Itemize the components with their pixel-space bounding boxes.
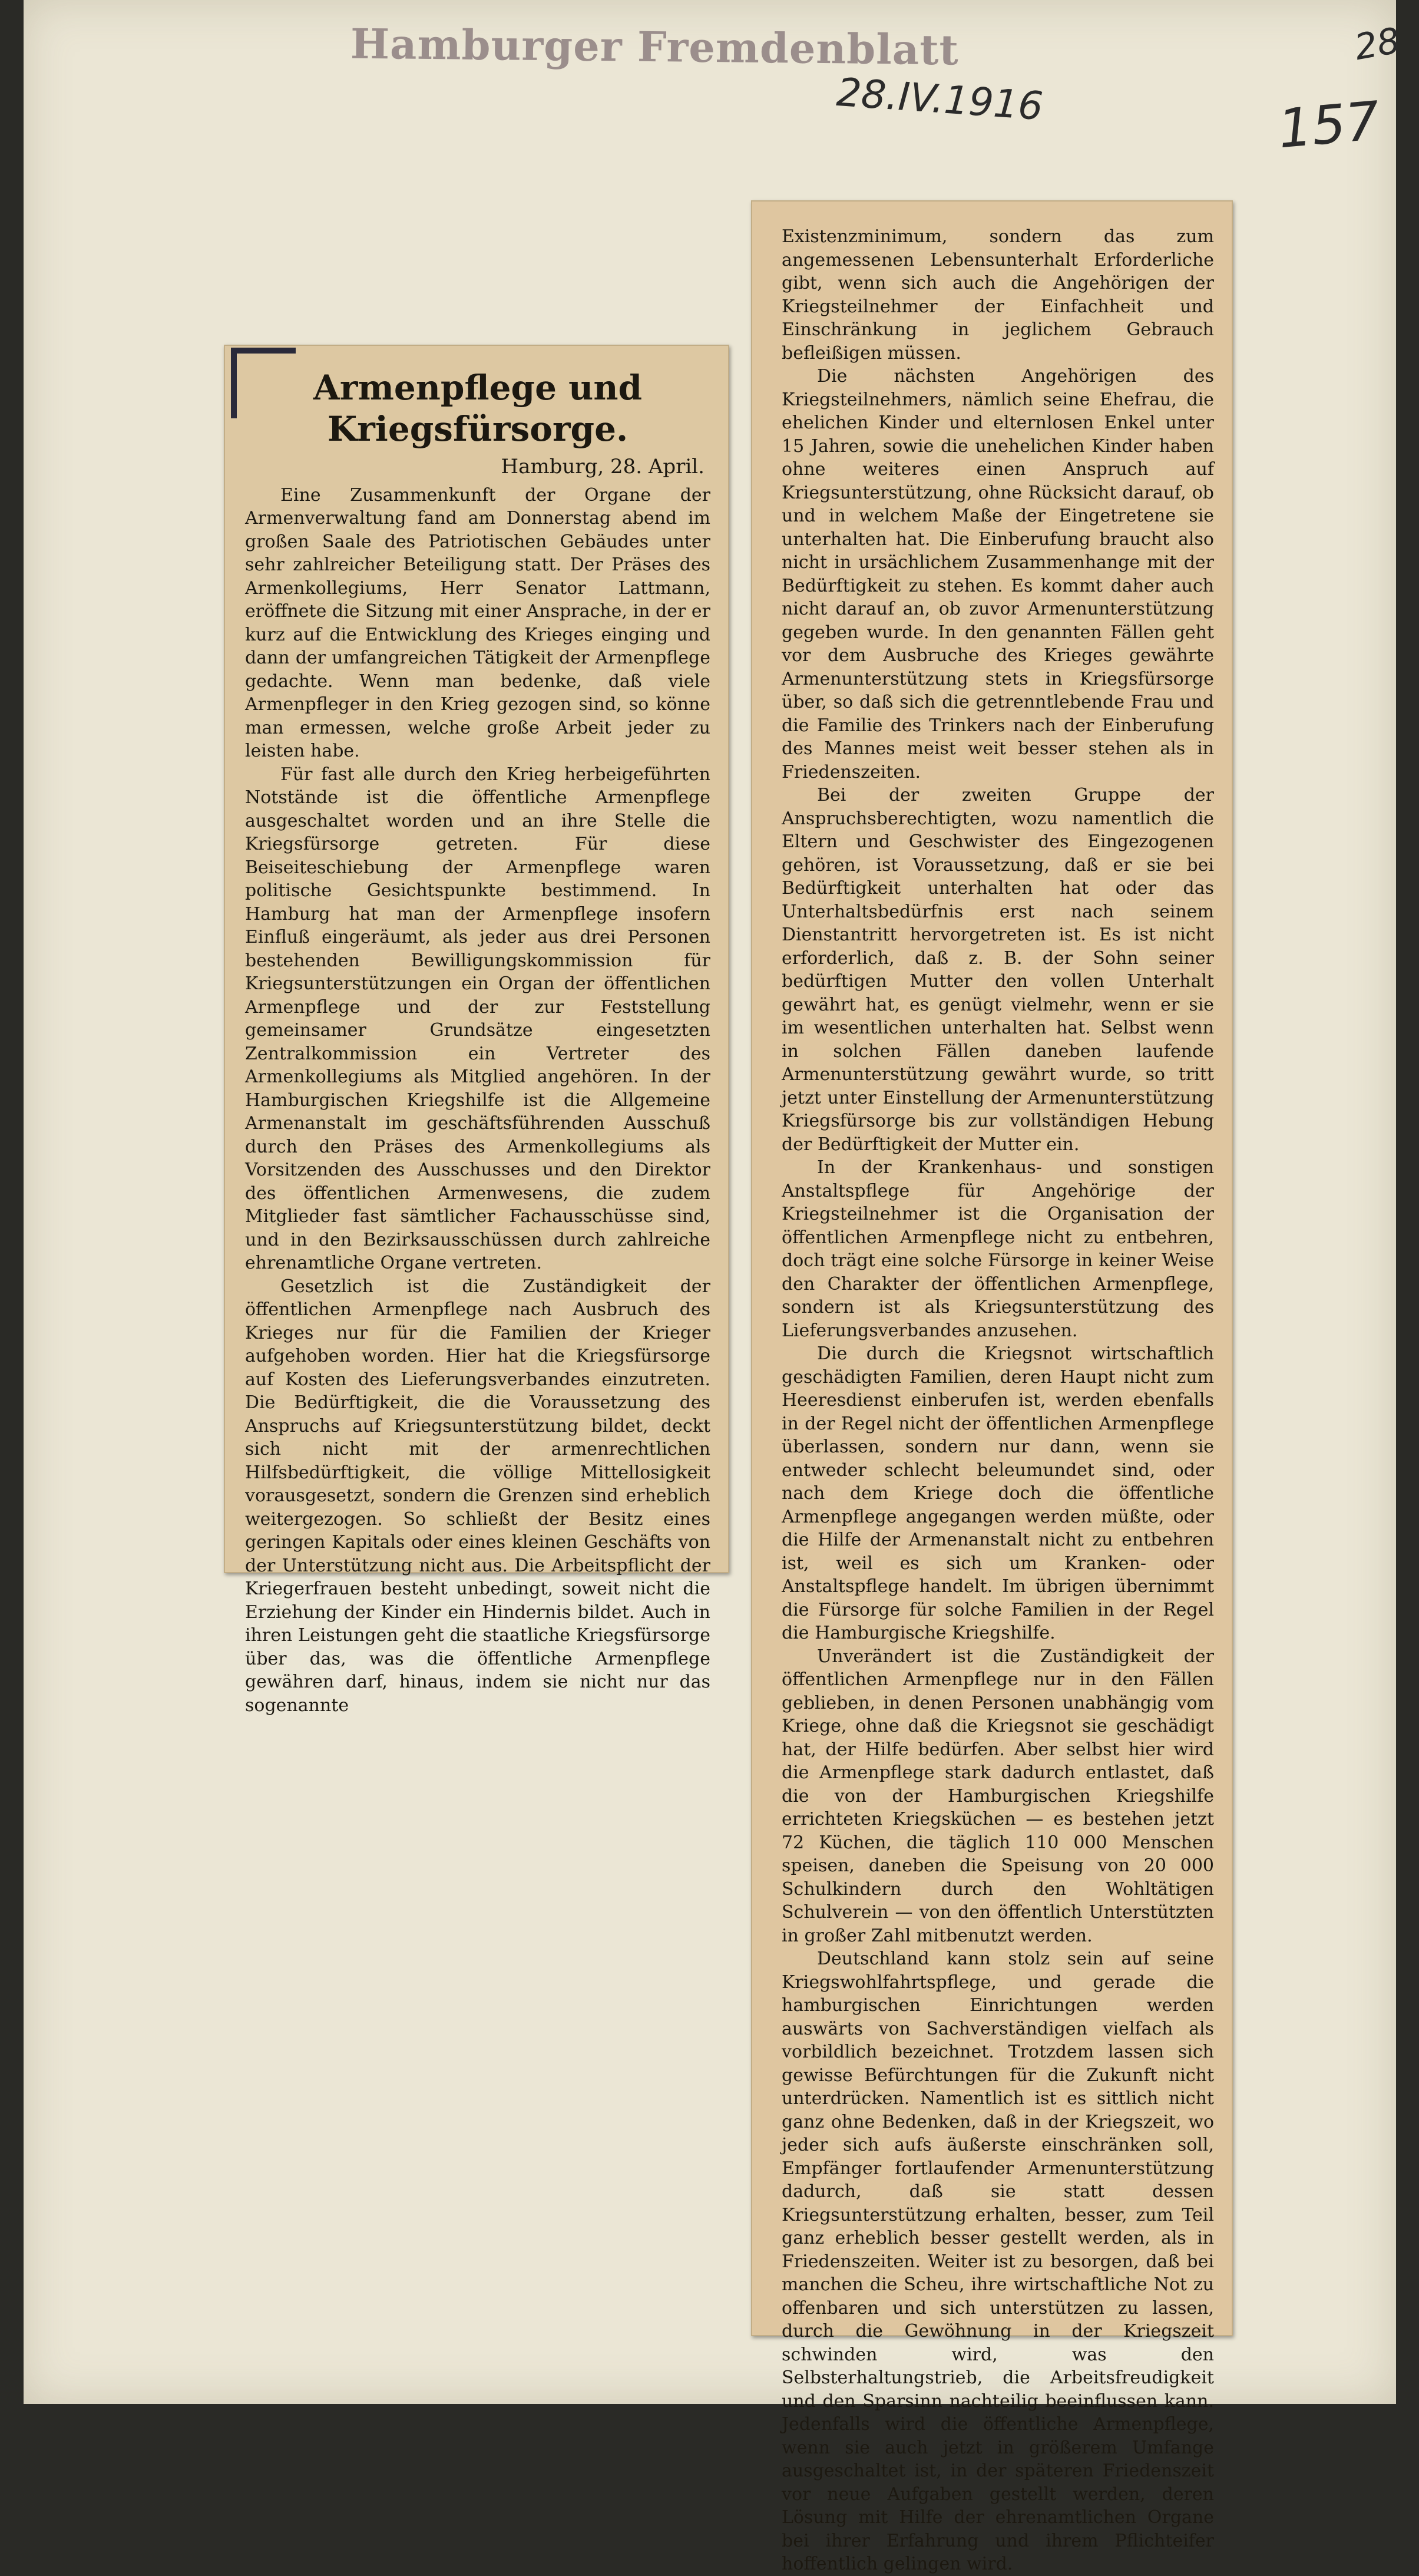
paragraph: Deutschland kann stolz sein auf seine Kriegswohlfahrtspflege, und gerade die hamburgischen Einrichtungen werden auswärts von Sachverständigen vielfach als vorbildlich bezeichnet. Trotzdem lassen sich gewisse Befürchtungen für die Zukunft nicht unterdrücken. Namentlich ist es sittlich nicht ganz ohne Bedenken, daß in der Kriegszeit, wo jeder sich aufs äußerste einschränken soll, Empfänger fortlaufender Armenunterstützung dadurch, daß sie statt dessen Kriegsunterstützung erhalten, besser, zum Teil ganz erheblich besser gestellt werden, als in Friedenszeiten. Weiter ist zu besorgen, daß bei manchen die Scheu, ihre wirtschaftliche Not zu offenbaren und sich unterstützen zu lassen, durch die Gewöhnung in der Kriegszeit schwinden wird, was den Selbsterhaltungstrieb, die Arbeitsfreudigkeit und den Sparsinn nachteilig beeinflussen kann. Jedenfalls wird die öffentliche Armenpflege, wenn sie auch jetzt in größerem Umfange ausgeschaltet ist, in der späteren Friedenszeit vor neue Aufgaben gestellt werden, deren Lösung mit Hilfe der ehrenamtlichen Organe bei ihrer Erfahrung und ihrem Pflichteifer hoffentlich gelingen wird. [782,1948,1214,2574]
paragraph: Gesetzlich ist die Zuständigkeit der öffentlichen Armenpflege nach Ausbruch des Krieges nur für die Familien der Krieger aufgehoben worden. Hier hat die Kriegsfürsorge auf Kosten des Lieferungsverbandes einzutreten. Die Bedürftigkeit, die die Voraussetzung des Anspruchs auf Kriegsunterstützung bildet, deckt sich nicht mit der armenrechtlichen Hilfsbedürftigkeit, die völlige Mittellosigkeit vorausgesetzt, sondern die Grenzen sind erheblich weitergezogen. So schließt der Besitz eines geringen Kapitals oder eines kleinen Geschäfts von der Unterstützung nicht aus. Die Arbeitspflicht der Kriegerfrauen besteht unbedingt, soweit nicht die Erziehung der Kinder ein Hindernis bildet. Auch in ihren Leistungen geht die staatliche Kriegsfürsorge über das, was die öffentliche Armenpflege gewähren darf, hinaus, indem sie nicht nur das sogenannte [245,1276,710,1716]
paragraph: Die durch die Kriegsnot wirtschaftlich geschädigten Familien, deren Haupt nicht zum Heeresdienst einberufen ist, werden ebenfalls in der Regel nicht der öffentlichen Armenpflege überlassen, sondern nur dann, wenn sie entweder schlecht beleumundet sind, oder nach dem Kriege doch die öffentliche Armenpflege angegangen werden müßte, oder die Hilfe der Armenanstalt nicht zu entbehren ist, weil es sich um Kranken- oder Anstaltspflege handelt. Im übrigen übernimmt die Fürsorge für solche Familien in der Regel die Hamburgische Kriegshilfe. [782,1343,1214,1643]
paragraph: Existenzminimum, sondern das zum angemessenen Lebensunterhalt Erforderliche gibt, wenn sich auch die Angehörigen der Kriegsteilnehmer der Einfachheit und Einschränkung in jeglichem Gebrauch befleißigen müssen. [782,226,1214,364]
clipping-right-column [751,200,1233,2574]
masthead-stamp: Hamburger Fremdenblatt [350,19,960,75]
handwritten-number: 157 [1275,90,1382,161]
paragraph: Die nächsten Angehörigen des Kriegsteilnehmers, nämlich seine Ehefrau, die ehelichen Kinder und elternlosen Enkel unter 15 Jahren, sowie die unehelichen Kinder haben ohne weiteres einen Anspruch auf Kriegsunterstützung, ohne Rücksicht darauf, ob und in welchem Maße der Eingetretene sie unterhalten hat. Die Einberufung braucht also nicht in ursächlichem Zusammenhange mit der Bedürftigkeit zu stehen. Es kommt daher auch nicht darauf an, ob zuvor Armenunterstützung gegeben wurde. In den genannten Fällen geht vor dem Ausbruche des Krieges gewährte Armenunterstützung stets in Kriegsfürsorge über, so daß sich die getrenntlebende Frau und die Familie des Trinkers nach der Einberufung des Mannes meist weit besser stehen als in Friedenszeiten. [782,366,1214,782]
clipping-left-column [224,345,729,1716]
paragraph: Für fast alle durch den Krieg herbeigeführten Notstände ist die öffentliche Armenpflege ausgeschaltet worden und an ihre Stelle die Kriegsfürsorge getreten. Für diese Beiseiteschiebung der Armenpflege waren politische Gesichtspunkte bestimmend. In Hamburg hat man der Armenpflege insofern Einfluß eingeräumt, als jeder aus drei Personen bestehenden Bewilligungskommission für Kriegsunterstützungen ein Organ der öffentlichen Armenpflege und der zur Feststellung gemeinsamer Grundsätze eingesetzten Zentralkommission ein Vertreter des Armenkollegiums als Mitglied angehören. In der Hamburgischen Kriegshilfe ist die Allgemeine Armenanstalt im geschäftsführenden Ausschuß durch den Präses des Armenkollegiums als Vorsitzenden des Ausschusses und den Direktor des öffentlichen Armenwesens, die zudem Mitglieder fast sämtlicher Fachausschüsse sind, und in den Bezirksausschüssen durch zahlreiche ehrenamtliche Organe vertreten. [245,764,710,1273]
paragraph: Unverändert ist die Zuständigkeit der öffentlichen Armenpflege nur in den Fällen geblieben, in denen Personen unabhängig vom Kriege, ohne daß die Kriegsnot sie geschädigt hat, der Hilfe bedürfen. Aber selbst hier wird die Armenpflege stark dadurch entlastet, daß die von der Hamburgischen Kriegshilfe errichteten Kriegsküchen — es bestehen jetzt 72 Küchen, die täglich 110 000 Menschen speisen, daneben die Speisung von 20 000 Schulkindern durch den Wohltätigen Schulverein — von den öffentlich Unterstützten in großer Zahl mitbenutzt werden. [782,1646,1214,1946]
article-dateline: Hamburg, 28. April. [501,455,704,478]
paragraph: In der Krankenhaus- und sonstigen Anstaltspflege für Angehörige der Kriegsteilnehmer ist die Organisation der öffentlichen Armenpflege nicht zu entbehren, doch trägt eine solche Fürsorge in keiner Weise den Charakter der öffentlichen Armenpflege, sondern ist als Kriegsunterstützung des Lieferungsverbandes anzusehen. [782,1157,1214,1341]
paragraph: Bei der zweiten Gruppe der Anspruchsberechtigten, wozu namentlich die Eltern und Geschwister des Eingezogenen gehören, ist Voraussetzung, daß er sie bei Bedürftigkeit unterhalten hat oder das Unterhaltsbedürfnis erst nach seinem Dienstantritt hervorgetreten ist. Es ist nicht erforderlich, daß z. B. der Sohn seiner bedürftigen Mutter den vollen Unterhalt gewährt hat, es genügt vielmehr, wenn er sie im wesentlichen unterhalten hat. Selbst wenn in solchen Fällen daneben laufende Armenunterstützung gewährt wurde, so tritt jetzt unter Einstellung der Armenunterstützung Kriegsfürsorge bis zur vollständigen Hebung der Bedürftigkeit der Mutter ein. [782,785,1214,1155]
paragraph: Eine Zusammenkunft der Organe der Armenverwaltung fand am Donnerstag abend im großen Saale des Patriotischen Gebäudes unter sehr zahlreicher Beteiligung statt. Der Präses des Armenkollegiums, Herr Senator Lattmann, eröffnete die Sitzung mit einer Ansprache, in der er kurz auf die Entwicklung des Krieges einging und dann der umfangreichen Tätigkeit der Armenpflege gedachte. Wenn man bedenke, daß viele Armenpfleger in den Krieg gezogen sind, so könne man ermessen, welche große Arbeit jeder zu leisten habe. [245,484,710,761]
handwritten-corner-number: 28 [1351,19,1403,69]
corner-bracket-mark [231,348,296,418]
article-headline: Armenpflege und Kriegsfürsorge. [313,368,643,449]
handwritten-date: 28.IV.1916 [835,69,1045,130]
